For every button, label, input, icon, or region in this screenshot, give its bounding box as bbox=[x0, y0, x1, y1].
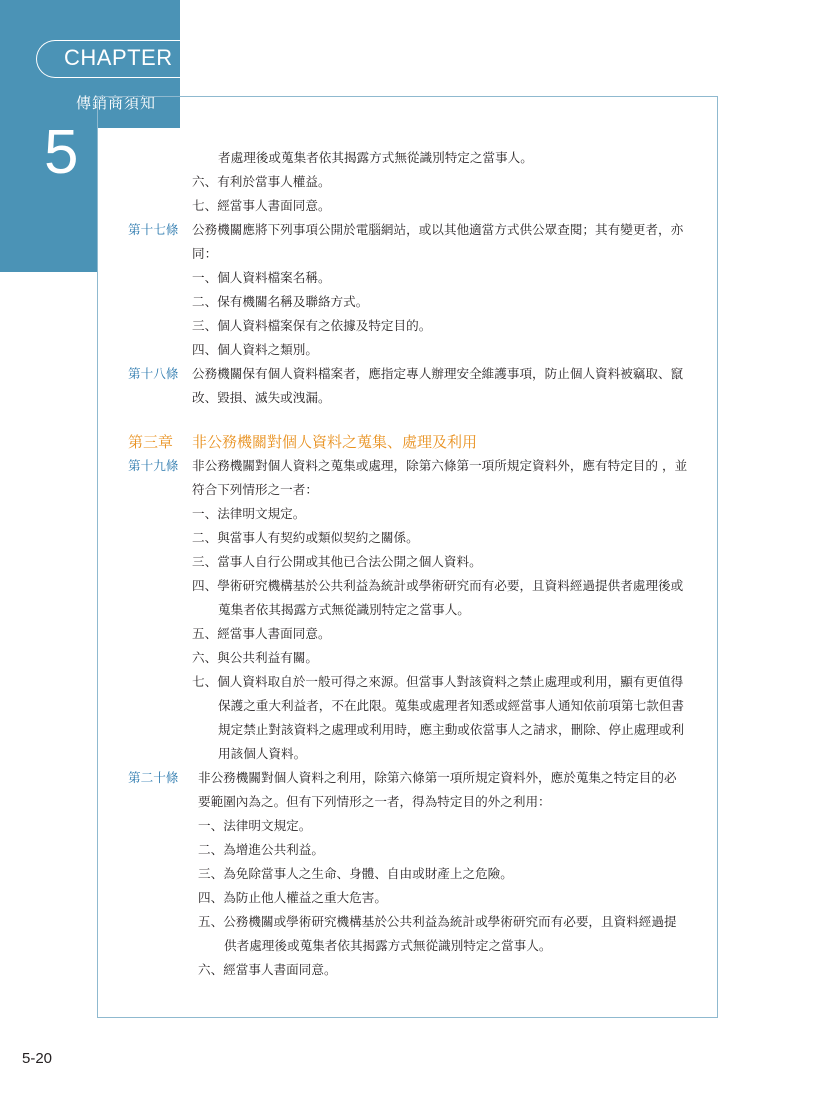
list-item: 五、公務機關或學術研究機構基於公共利益為統計或學術研究而有必要，且資料經過提供者處理後或蒐集者依其揭露方式無從識別特定之當事人。 bbox=[198, 914, 677, 953]
chapter-number: 5 bbox=[44, 118, 79, 187]
section-title: 非公務機關對個人資料之蒐集、處理及利用 bbox=[192, 433, 478, 451]
section-heading bbox=[128, 430, 688, 454]
list-item: 七、個人資料取自於一般可得之來源。但當事人對該資料之禁止處理或利用，顯有更值得保護之重大利益者，不在此限。蒐集或處理者知悉或經當事人通知依前項第七款但書規定禁止對該資料之處理或利用時，應主動或依當事人之請求，刪除、停止處理或利用該個人資料。 bbox=[192, 674, 684, 761]
list-item: 六、有利於當事人權益。 bbox=[192, 174, 331, 189]
list-item: 三、當事人自行公開或其他已合法公開之個人資料。 bbox=[192, 554, 482, 569]
list-item: 五、經當事人書面同意。 bbox=[192, 626, 331, 641]
article-18 bbox=[128, 362, 688, 410]
article-number: 第二十條 bbox=[128, 770, 179, 785]
list-item: 二、為增進公共利益。 bbox=[198, 842, 324, 857]
chapter-label: CHAPTER bbox=[64, 45, 173, 70]
list-item: 一、法律明文規定。 bbox=[198, 818, 312, 833]
list-item: 七、經當事人書面同意。 bbox=[192, 198, 331, 213]
list-item: 二、與當事人有契約或類似契約之關係。 bbox=[192, 530, 419, 545]
page-number: 5-20 bbox=[22, 1050, 53, 1067]
article-text: 公務機關應將下列事項公開於電腦網站，或以其他適當方式供公眾查閱；其有變更者，亦同： bbox=[192, 222, 684, 261]
list-item: 四、為防止他人權益之重大危害。 bbox=[198, 890, 387, 905]
article-text: 公務機關保有個人資料檔案者，應指定專人辦理安全維護事項，防止個人資料被竊取、竄改、毀損、滅失或洩漏。 bbox=[192, 366, 684, 405]
document-body bbox=[128, 146, 688, 982]
article-number: 第十八條 bbox=[128, 366, 179, 381]
list-item: 一、法律明文規定。 bbox=[192, 506, 306, 521]
list-item: 四、學術研究機構基於公共利益為統計或學術研究而有必要，且資料經過提供者處理後或蒐集者依其揭露方式無從識別特定之當事人。 bbox=[192, 578, 684, 617]
list-item: 三、為免除當事人之生命、身體、自由或財產上之危險。 bbox=[198, 866, 513, 881]
list-item: 三、個人資料檔案保有之依據及特定目的。 bbox=[192, 318, 432, 333]
section-number: 第三章 bbox=[128, 433, 174, 451]
list-item: 六、與公共利益有關。 bbox=[192, 650, 318, 665]
continued-line: 者處理後或蒐集者依其揭露方式無從識別特定之當事人。 bbox=[218, 150, 533, 165]
chapter-title: 傳銷商須知 bbox=[76, 94, 157, 112]
list-item: 六、經當事人書面同意。 bbox=[198, 962, 337, 977]
article-20 bbox=[128, 766, 688, 814]
list-item: 二、保有機關名稱及聯絡方式。 bbox=[192, 294, 369, 309]
list-item: 四、個人資料之類別。 bbox=[192, 342, 318, 357]
list-item: 一、個人資料檔案名稱。 bbox=[192, 270, 331, 285]
article-text: 非公務機關對個人資料之蒐集或處理，除第六條第一項所規定資料外，應有特定目的 ，並符合下列情形之一者： bbox=[192, 458, 688, 497]
article-number: 第十七條 bbox=[128, 222, 179, 237]
article-text: 非公務機關對個人資料之利用，除第六條第一項所規定資料外，應於蒐集之特定目的必要範圍內為之。但有下列情形之一者，得為特定目的外之利用： bbox=[198, 770, 677, 809]
article-17 bbox=[128, 218, 688, 266]
article-19 bbox=[128, 454, 688, 502]
article-number: 第十九條 bbox=[128, 458, 179, 473]
